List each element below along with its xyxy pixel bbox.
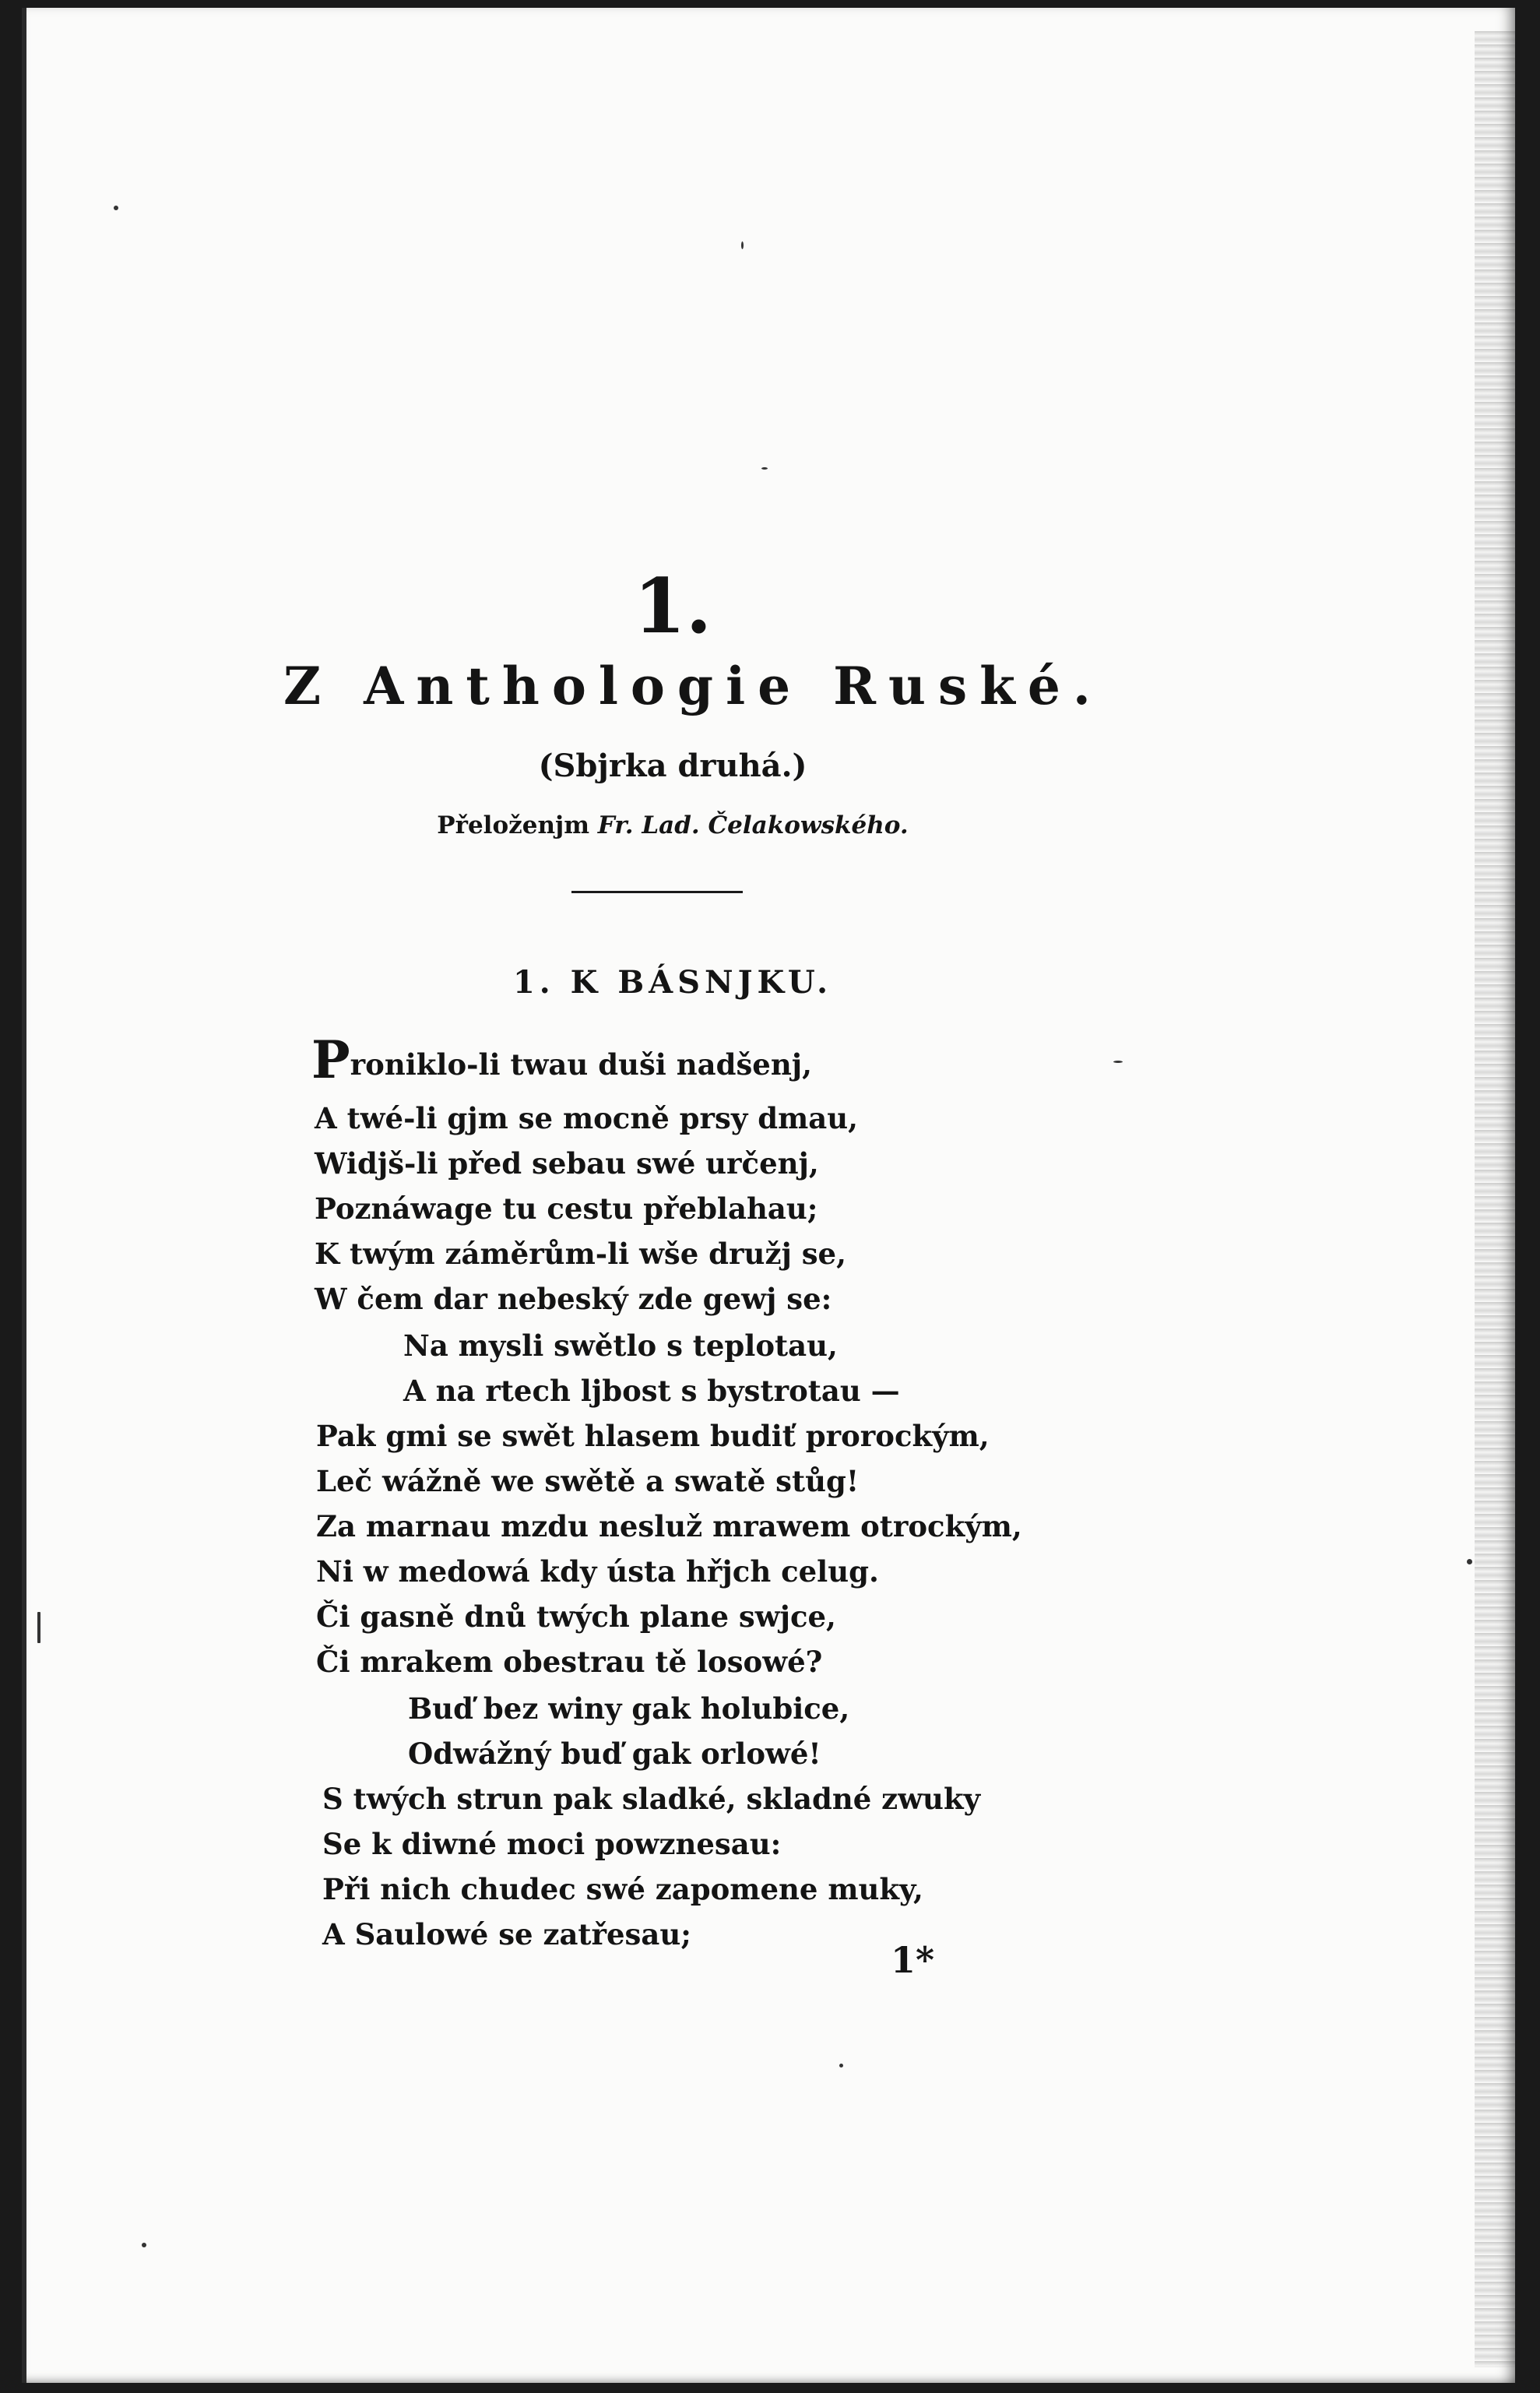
poem-heading: 1. K BÁSNJKU. [512, 964, 833, 1001]
scan-speck [114, 206, 118, 210]
poem-line-15: Buď bez winy gak holubice, [408, 1691, 850, 1726]
poem-line-2: A twé-li gjm se mocně prsy dmau, [315, 1101, 858, 1135]
scanned-page [22, 8, 1515, 2383]
scan-speck [1113, 1061, 1123, 1063]
subtitle: (Sbjrka druhá.) [538, 748, 807, 784]
signature-mark: 1* [891, 1939, 935, 1981]
section-number: 1. [633, 562, 712, 650]
poem-line-11: Za marnau mzdu nesluž mrawem otrockým, [316, 1509, 1022, 1543]
poem-line-16: Odwážný buď gak orlowé! [408, 1737, 821, 1771]
poem-line-14: Či mrakem obestrau tě losowé? [316, 1645, 823, 1679]
poem-line-20: A Saulowé se zatřesau; [322, 1917, 691, 1951]
poem-line-10: Leč wážně we swětě a swatě stůg! [316, 1464, 860, 1498]
translator-name: Fr. Lad. Čelakowského. [597, 811, 909, 839]
page-title: Z Anthologie Ruské. [283, 656, 1103, 716]
poem-line-8: A na rtech ljbost s bystrotau — [403, 1374, 900, 1408]
scan-speck [1467, 1559, 1472, 1564]
poem-line-19: Při nich chudec swé zapomene muky, [322, 1872, 923, 1906]
poem-line-13: Či gasně dnů twých plane swjce, [316, 1599, 836, 1634]
scan-speck [142, 2243, 146, 2247]
poem-line-9: Pak gmi se swět hlasem budiť prorockým, [316, 1419, 990, 1453]
poem-line-18: Se k diwné moci powznesau: [322, 1827, 782, 1861]
poem-line-text: roniklo-li twau duši nadšenj, [350, 1047, 813, 1082]
poem-line-12: Ni w medowá kdy ústa hřjch celug. [316, 1554, 879, 1589]
scan-speck [37, 1612, 40, 1643]
translator-credit [26, 811, 1319, 839]
poem-line-3: Widjš-li před sebau swé určenj, [315, 1146, 819, 1181]
scan-speck [761, 467, 768, 470]
page-edge-shadow [1475, 31, 1515, 2367]
poem-line-1 [311, 1029, 813, 1090]
poem-line-7: Na mysli swětlo s teplotau, [403, 1328, 838, 1363]
divider-rule [571, 891, 743, 893]
scan-speck [839, 2064, 843, 2067]
drop-cap: P [311, 1029, 350, 1090]
poem-line-5: K twým záměrům-li wše družj se, [315, 1237, 846, 1271]
scan-speck [741, 241, 744, 249]
poem-line-6: W čem dar nebeský zde gewj se: [315, 1282, 832, 1316]
poem-line-4: Poznáwage tu cestu přeblahau; [315, 1191, 818, 1226]
translator-prefix: Přeloženjm [437, 811, 589, 839]
poem-line-17: S twých strun pak sladké, skladné zwuky [322, 1782, 981, 1816]
